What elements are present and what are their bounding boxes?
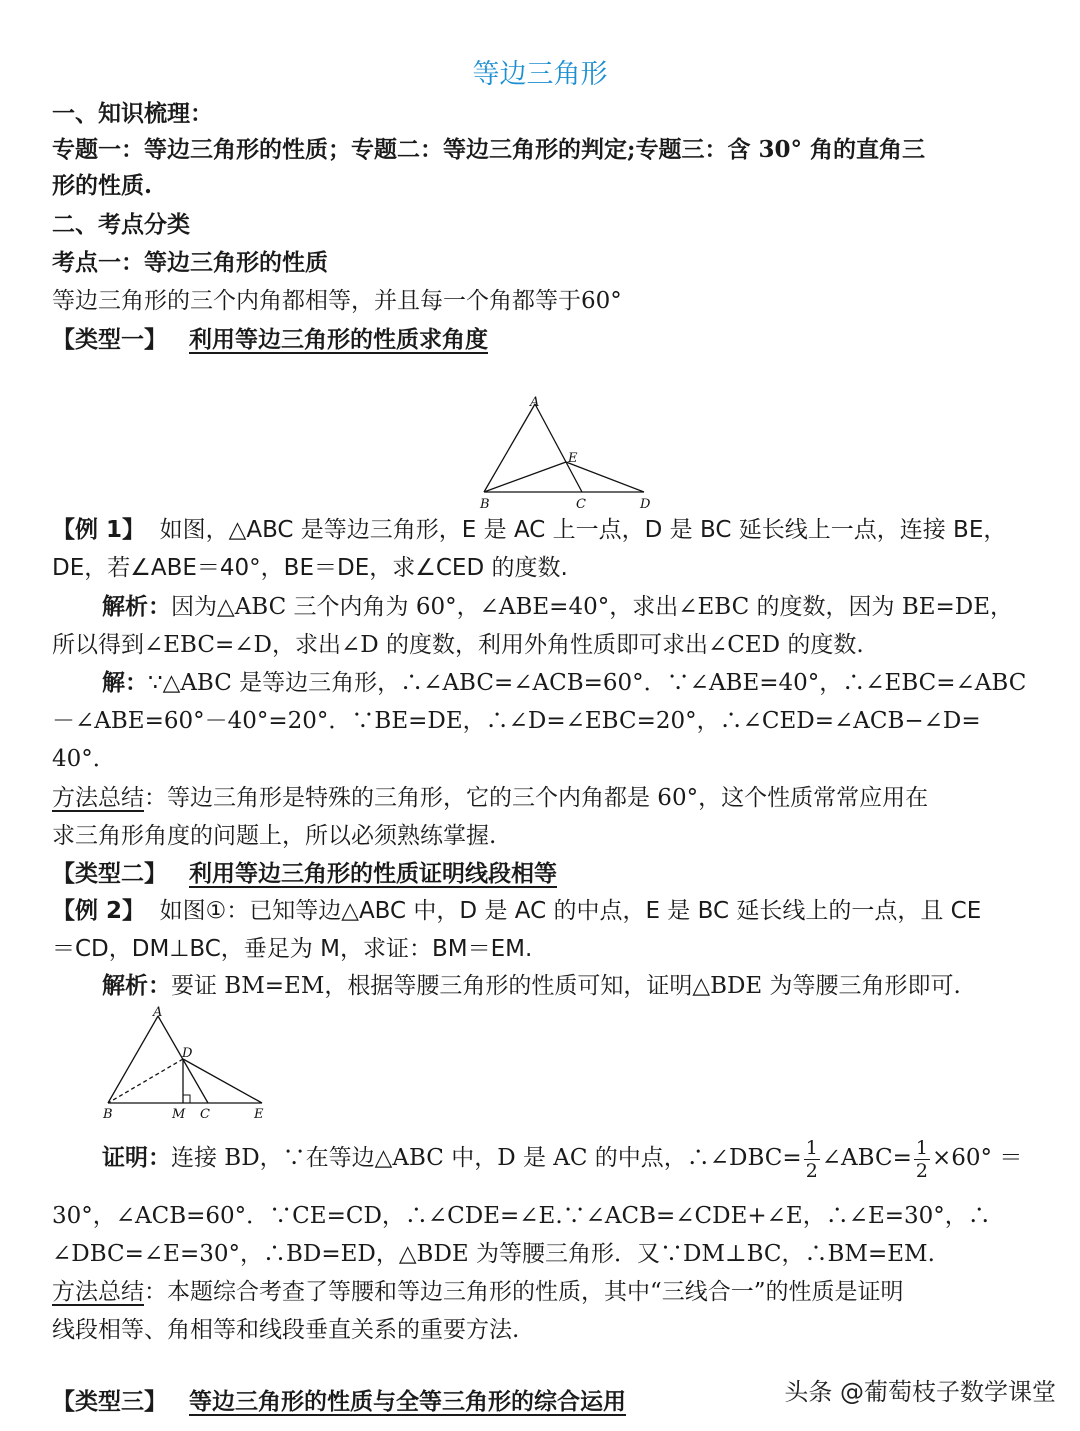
example-1-solution-text-1: ∵△ABC 是等边三角形，∴∠ABC=∠ACB=60°．∵∠ABE=40°，∴∠EBC=∠ABC: [148, 670, 1027, 696]
example-2-method-text-1: ：本题综合考查了等腰和等边三角形的性质，其中“三线合一”的性质是证明: [144, 1279, 904, 1305]
fig2-label-d: D: [182, 1046, 193, 1061]
watermark-toutiao: 头条 @葡萄枝子数学课堂: [784, 1378, 1056, 1406]
example-2-analysis-line: [52, 968, 1080, 1004]
example-2-method-line-1: [52, 1274, 1032, 1310]
example-2-proof-line-2: 30°，∠ACB=60°．∵CE=CD，∴∠CDE=∠E.∵∠ACB=∠CDE+∠E，∴∠E=30°，∴: [52, 1203, 991, 1229]
example-2-question-line-1: [52, 893, 1032, 929]
section-heading-knowledge: 一、知识梳理：: [52, 100, 213, 127]
example-2-question-line-2: ＝CD，DM⊥BC，垂足为 M，求证：BM＝EM.: [52, 936, 533, 962]
example-2-analysis-label: 解析：: [102, 972, 171, 999]
example-1-solution-label: 解：: [102, 669, 148, 696]
example-1-question-text-1: 如图，△ABC 是等边三角形，E 是 AC 上一点，D 是 BC 延长线上一点，连接 BE，: [159, 517, 1007, 543]
fig1-label-a: A: [530, 395, 540, 410]
fig2-label-m: M: [172, 1107, 186, 1122]
type-3-tag: 【类型三】: [52, 1388, 167, 1415]
example-1-analysis-text-1: 因为△ABC 三个内角为 60°，∠ABE=40°，求出∠EBC 的度数，因为 BE=DE，: [171, 594, 1014, 620]
key-point-1-heading: 考点一：等边三角形的性质: [52, 249, 328, 276]
page-title: 等边三角形: [472, 59, 608, 90]
fig1-label-c: C: [576, 497, 586, 512]
example-1-analysis-line-1: [52, 589, 1080, 625]
example-2-proof-text-1b: ∠ABC=: [821, 1145, 912, 1171]
type-1-title: 利用等边三角形的性质求角度: [189, 326, 488, 353]
type-2-title: 利用等边三角形的性质证明线段相等: [189, 860, 557, 887]
example-2-proof-line-3: ∠DBC=∠E=30°，∴BD=ED，△BDE 为等腰三角形．又∵DM⊥BC，∴BM=EM.: [52, 1241, 935, 1267]
example-2-analysis-text: 要证 BM=EM，根据等腰三角形的性质可知，证明△BDE 为等腰三角形即可.: [171, 973, 961, 999]
example-1-tag: 【例 1】: [52, 517, 146, 543]
example-1-question-line-1: [52, 512, 1032, 548]
example-2-proof-label: 证明：: [102, 1144, 171, 1171]
fig2-label-b: B: [103, 1107, 113, 1122]
type-3-title: 等边三角形的性质与全等三角形的综合运用: [189, 1388, 626, 1415]
example-1-method-line-2: 求三角形角度的问题上，所以必须熟练掌握.: [52, 823, 497, 849]
type-2-heading: [52, 856, 1032, 892]
type-2-tag: 【类型二】: [52, 860, 167, 887]
example-2-proof-line-1: [52, 1136, 1080, 1182]
fig1-label-d: D: [640, 497, 651, 512]
fig2-label-c: C: [200, 1107, 210, 1122]
example-1-solution-line-2: －∠ABE=60°－40°=20°．∵BE=DE，∴∠D=∠EBC=20°，∴∠CED=∠ACB−∠D=: [52, 708, 981, 734]
example-1-solution-line-1: [52, 665, 1080, 701]
example-1-method-line-1: [52, 780, 1032, 816]
example-2-tag: 【例 2】: [52, 898, 146, 924]
example-1-method-text-1: ：等边三角形是特殊的三角形，它的三个内角都是 60°，这个性质常常应用在: [144, 785, 929, 811]
type-1-heading: [52, 322, 1032, 358]
example-2-method-line-2: 线段相等、角相等和线段垂直关系的重要方法.: [52, 1317, 520, 1343]
fig2-label-a: A: [153, 1005, 163, 1020]
example-1-analysis-label: 解析：: [102, 593, 171, 620]
example-2-method-label: 方法总结: [52, 1279, 144, 1305]
figure-1-triangle: [470, 392, 670, 516]
fraction-one-half-1: $\frac{1}{2}$: [805, 1136, 818, 1182]
example-2-proof-text-1c: ×60° ＝: [931, 1145, 1023, 1171]
example-1-question-line-2: DE，若∠ABE＝40°，BE＝DE，求∠CED 的度数.: [52, 555, 568, 581]
type-1-tag: 【类型一】: [52, 326, 167, 353]
topics-line-1: 专题一：等边三角形的性质；专题二：等边三角形的判定;专题三：含 30° 角的直角三: [52, 136, 926, 163]
example-1-solution-line-3: 40°．: [52, 746, 116, 772]
example-1-method-label: 方法总结: [52, 785, 144, 811]
example-2-proof-text-1a: 连接 BD，∵在等边△ABC 中，D 是 AC 的中点，∴∠DBC=: [171, 1145, 802, 1171]
section-heading-categories: 二、考点分类: [52, 211, 190, 238]
topics-line-2: 形的性质.: [52, 172, 153, 199]
key-point-1-description: 等边三角形的三个内角都相等，并且每一个角都等于60°: [52, 288, 622, 314]
figure-2-triangle: [96, 1002, 276, 1122]
example-2-question-text-1: 如图①：已知等边△ABC 中，D 是 AC 的中点，E 是 BC 延长线上的一点，且 CE: [159, 898, 982, 924]
fraction-one-half-2: $\frac{1}{2}$: [915, 1136, 928, 1182]
fig1-label-e: E: [568, 451, 578, 466]
fig1-label-b: B: [480, 497, 490, 512]
example-1-analysis-line-2: 所以得到∠EBC=∠D，求出∠D 的度数，利用外角性质即可求出∠CED 的度数.: [52, 632, 864, 658]
fig2-label-e: E: [254, 1107, 264, 1122]
